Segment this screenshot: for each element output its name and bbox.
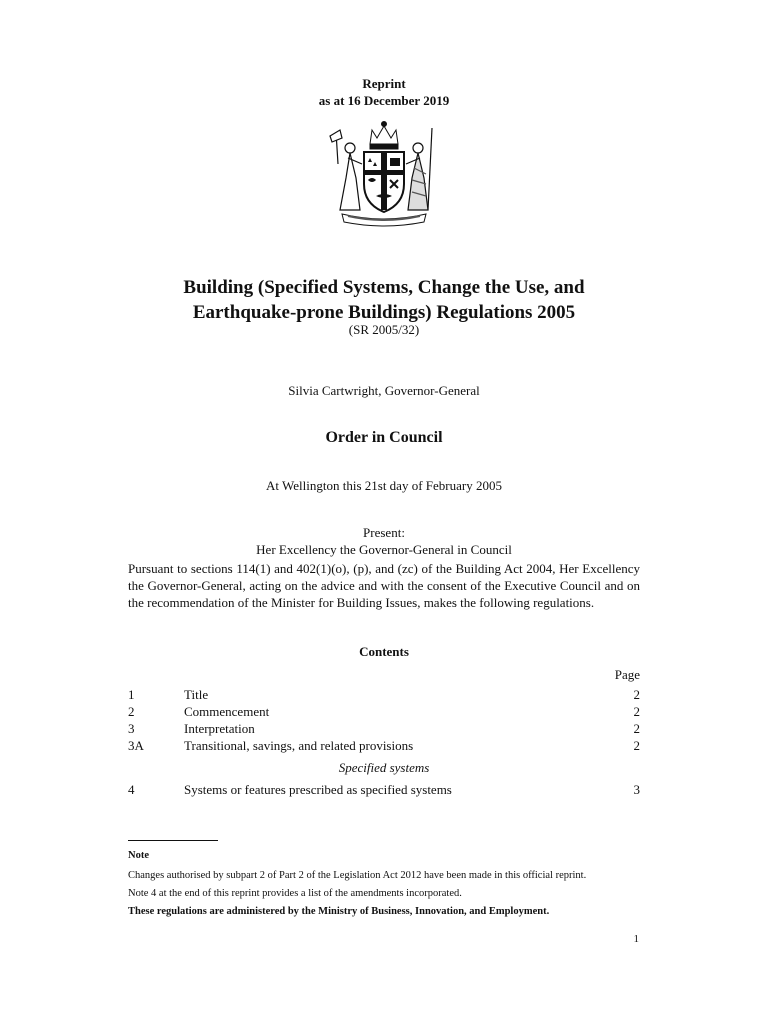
sr-number: (SR 2005/32) (348, 322, 420, 337)
toc-row[interactable] (128, 686, 640, 703)
coat-of-arms-icon (320, 118, 448, 230)
present-label: Present: (363, 525, 405, 540)
toc-row[interactable] (128, 703, 640, 720)
regulation-title (0, 275, 768, 325)
toc-number: 1 (128, 687, 135, 702)
note-administered-by: These regulations are administered by the Ministry of Business, Innovation, and Employment. (128, 906, 550, 917)
footnote-divider (128, 840, 218, 841)
reprint-date: as at 16 December 2019 (318, 93, 450, 108)
present-block (0, 524, 768, 558)
toc-page: 3 (633, 782, 640, 797)
toc-page: 2 (633, 721, 640, 736)
toc-title: Systems or features prescribed as specified systems (184, 782, 452, 797)
toc-number: 2 (128, 704, 135, 719)
note-line: Changes authorised by subpart 2 of Part 2 of the Legislation Act 2012 have been made in this official reprint. (128, 870, 587, 881)
toc-row[interactable] (128, 737, 640, 754)
order-in-council-heading: Order in Council (325, 429, 443, 446)
toc-page: 2 (633, 738, 640, 753)
regulation-title-line-2: Earthquake-prone Buildings) Regulations 2005 (192, 302, 576, 323)
toc-page: 2 (633, 687, 640, 702)
toc-section-heading: Specified systems (338, 760, 430, 775)
governor-general: Silvia Cartwright, Governor-General (288, 383, 480, 398)
toc-title: Commencement (184, 704, 270, 719)
reprint-header (0, 75, 768, 109)
toc-number: 3A (128, 738, 144, 753)
present-who: Her Excellency the Governor-General in Council (256, 542, 512, 557)
toc-row[interactable] (128, 720, 640, 737)
preamble-paragraph: Pursuant to sections 114(1) and 402(1)(o), (p), and (zc) of the Building Act 2004, Her Excellency the Governor-General, acting on the advice and with the consent of the Executive Council and on the recommendation of the Minister for Building Issues, makes the following regulations. (128, 561, 640, 610)
toc-page: 2 (633, 704, 640, 719)
toc-row[interactable] (128, 781, 640, 798)
toc-number: 3 (128, 721, 135, 736)
toc-title: Transitional, savings, and related provisions (184, 738, 414, 753)
toc-title: Interpretation (184, 721, 255, 736)
at-wellington-line: At Wellington this 21st day of February 2005 (266, 478, 502, 493)
contents-page-label: Page (614, 667, 640, 682)
note-heading: Note (128, 850, 149, 861)
page-number: 1 (633, 933, 639, 945)
toc-number: 4 (128, 782, 135, 797)
reprint-label: Reprint (362, 76, 406, 91)
note-body (128, 867, 648, 921)
regulation-title-line-1: Building (Specified Systems, Change the Use, and (183, 277, 585, 298)
contents-heading: Contents (359, 644, 409, 659)
toc-title: Title (184, 687, 209, 702)
note-line: Note 4 at the end of this reprint provides a list of the amendments incorporated. (128, 888, 462, 899)
